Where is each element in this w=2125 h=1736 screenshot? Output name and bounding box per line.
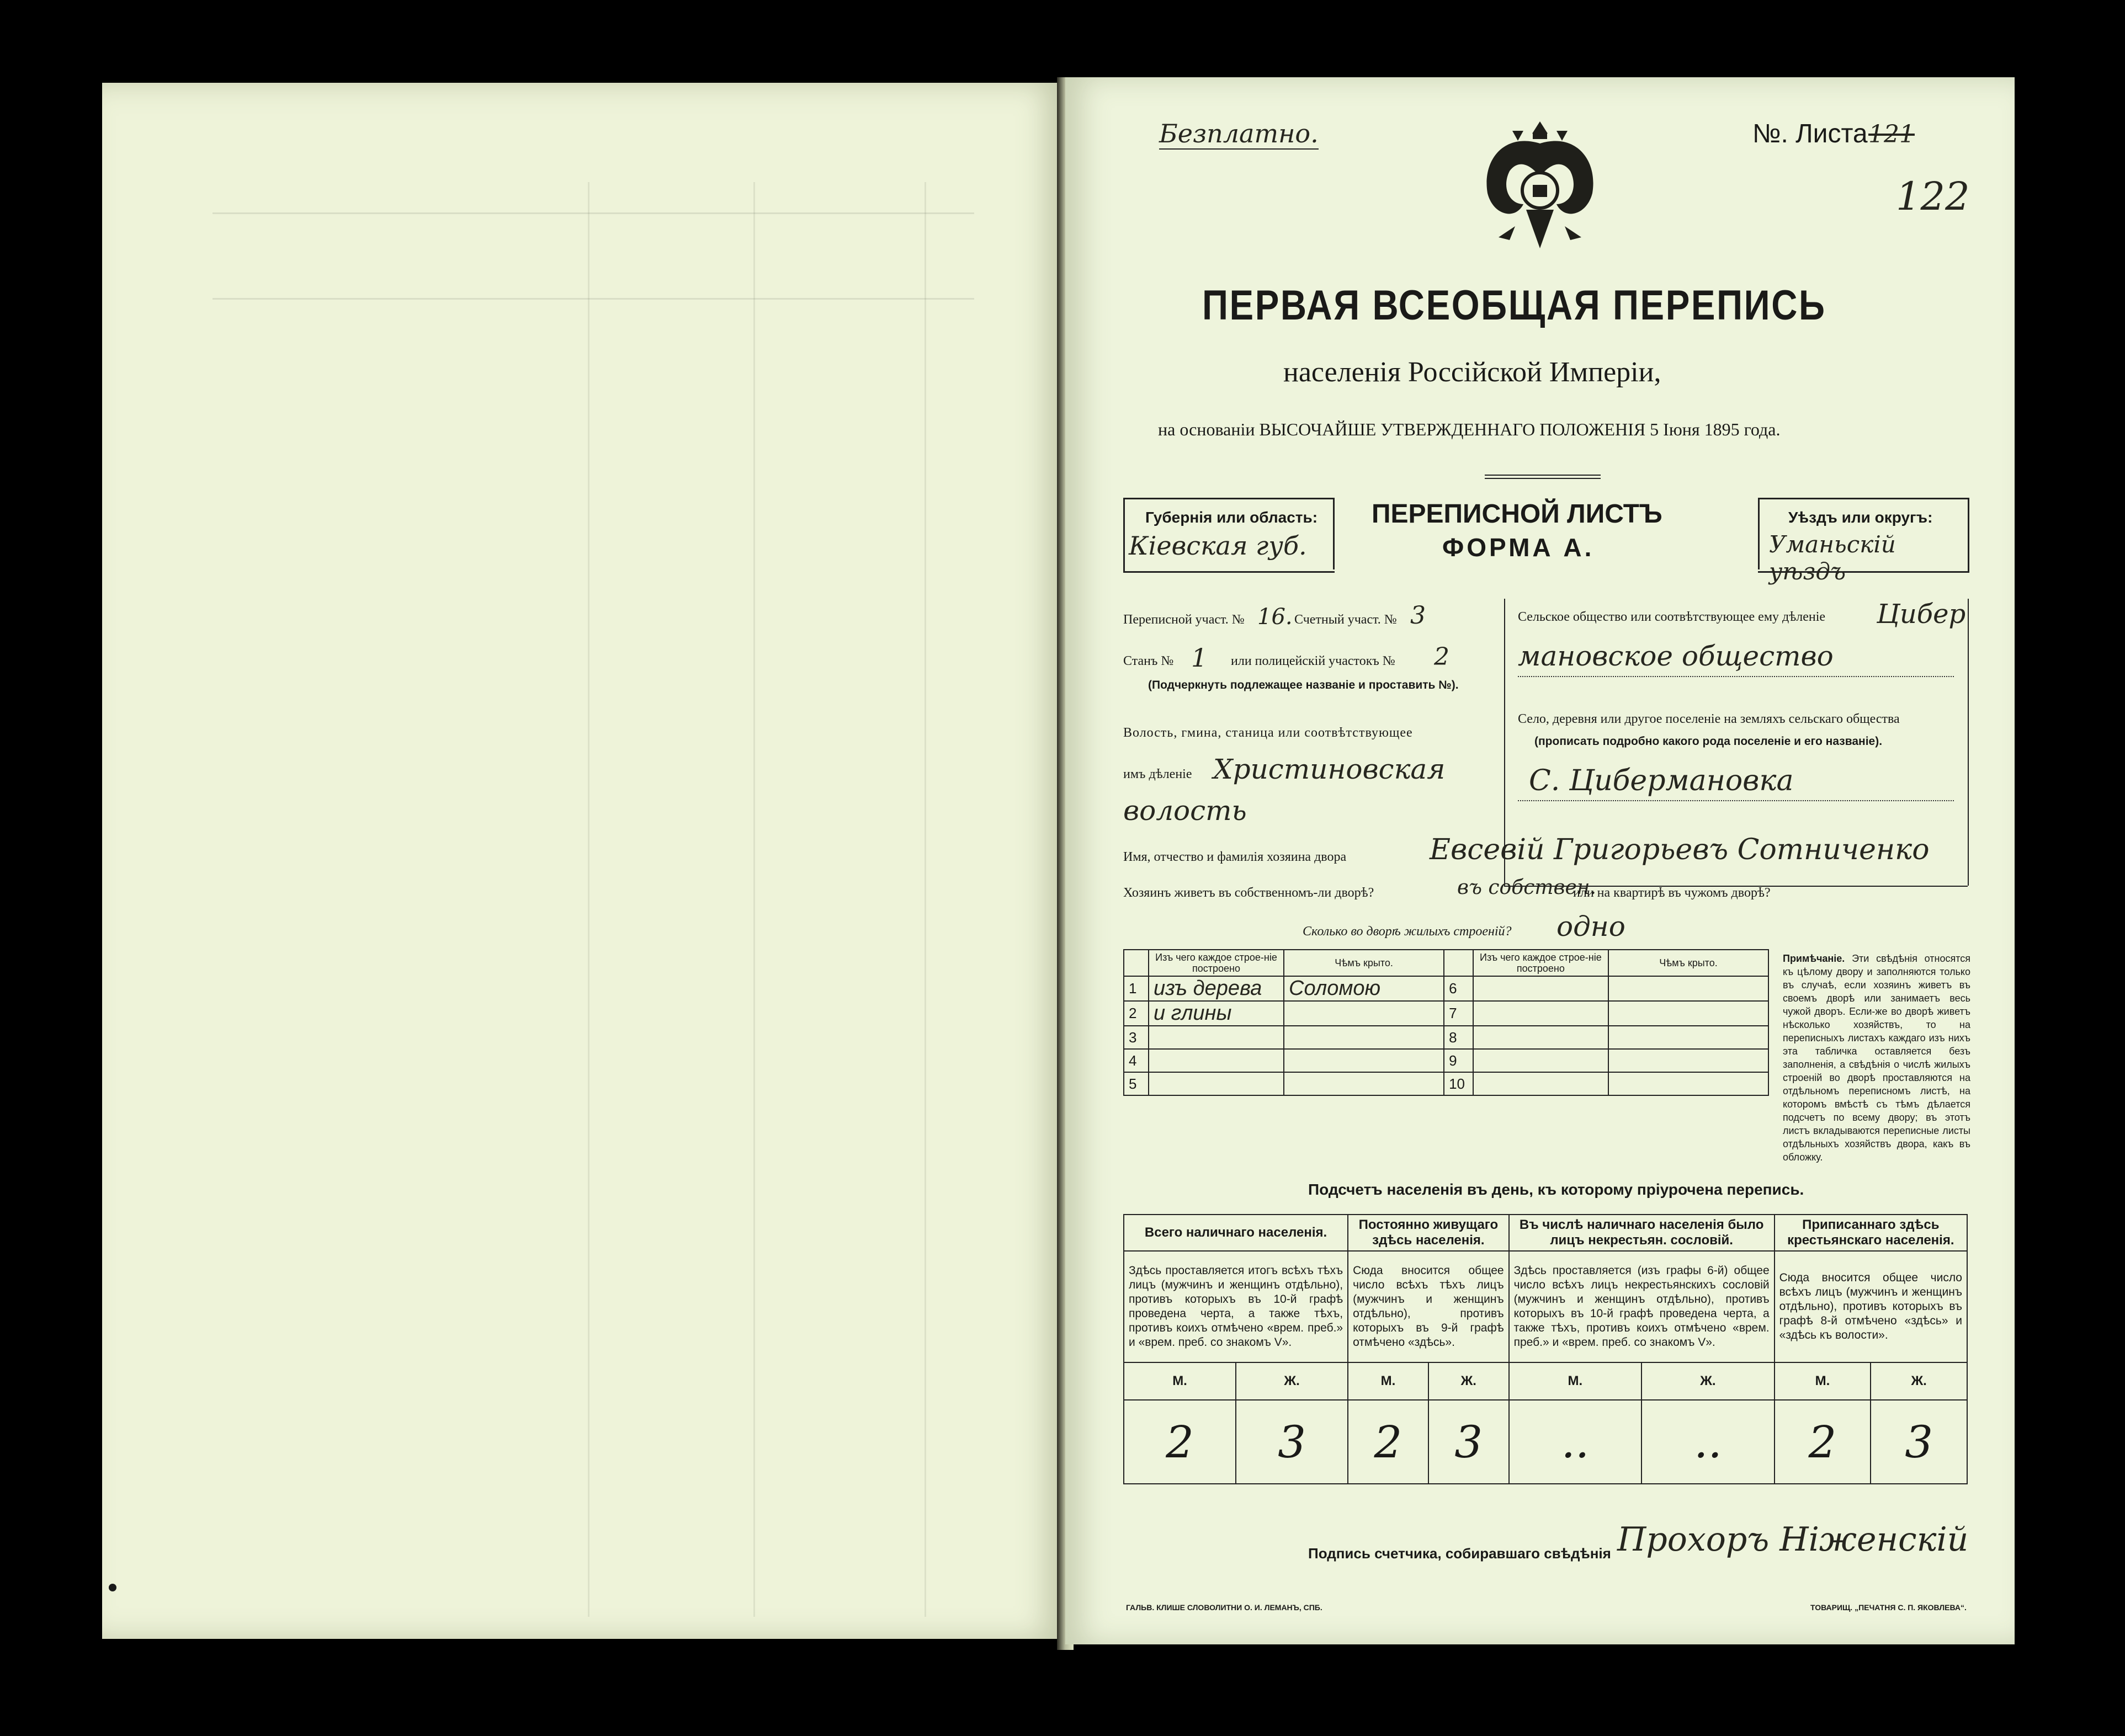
settlement-label: Село, деревня или другое поселеніе на земляхъ сельскаго общества — [1518, 712, 1900, 726]
census-area-value: 16. — [1257, 604, 1293, 630]
col-permanent: Постоянно живущаго здѣсь населенія. — [1348, 1215, 1509, 1251]
volost-label: Волость, гмина, станица или соотвѣтствующее — [1123, 726, 1413, 740]
uezd-value: Уманьскій уѣздъ — [1769, 531, 1896, 585]
census-heading: Подсчетъ населенія въ день, къ которому пріурочена перепись. — [1308, 1181, 1804, 1198]
police-value: 2 — [1434, 643, 1449, 671]
uezd-label: Уѣздъ или округъ: — [1788, 509, 1933, 526]
form-name: ФОРМА А. — [1442, 533, 1595, 562]
census-area-label: Переписной участ. № — [1123, 613, 1245, 627]
ink-dot — [109, 1584, 116, 1591]
residence-label-2: или на квартирѣ въ чужомъ дворѣ? — [1573, 886, 1771, 900]
settlement-value: С. Цибермановка — [1529, 764, 1794, 797]
left-imprint: ГАЛЬВ. КЛИШЕ СЛОВОЛИТНИ О. И. ЛЕМАНЪ, СПБ. — [1126, 1603, 1322, 1612]
stan-value: 1 — [1191, 643, 1208, 673]
registered-peasant-male: 2 — [1775, 1400, 1871, 1484]
col-material-left: Изъ чего каждое строе-ніе построено — [1149, 950, 1284, 976]
col-roof-left: Чѣмъ крыто. — [1284, 950, 1444, 976]
buildings-answer: одно — [1556, 910, 1625, 942]
right-imprint: ТОВАРИЩ. „ПЕЧАТНЯ С. П. ЯКОВЛЕВА“. — [1810, 1603, 1967, 1612]
registered-peasant-female: 3 — [1871, 1400, 1967, 1484]
underline-note: (Подчеркнуть подлежащее названіе и проставить №). — [1148, 679, 1459, 691]
signature-label: Подпись счетчика, собиравшаго свѣдѣнія — [1308, 1545, 1611, 1562]
total-present-male: 2 — [1124, 1400, 1236, 1484]
col-material-right: Изъ чего каждое строе-ніе построено — [1473, 950, 1608, 976]
population-count-table: Всего наличнаго населенія. Постоянно живущаго здѣсь населенія. Въ числѣ наличнаго населенія было лицъ некрестьян. сословій. Приписаннаго здѣсь крестьянскаго населенія. Здѣсь проставляется итогъ всѣхъ тѣхъ лицъ (мужчинъ и женщинъ отдѣльно), противъ которыхъ въ 10-й графѣ проведена черта, а также тѣхъ, противъ коихъ отмѣчено «врем. преб.» и «врем. преб. со знакомъ V». Сюда вносится общее число всѣхъ тѣхъ лицъ (мужчинъ и женщинъ отдѣльно), противъ которыхъ въ 9-й графѣ отмѣчено «здѣсь». Здѣсь проставляется (изъ графы 6-й) общее число всѣхъ лицъ некрестьянскихъ сословій (мужчинъ и женщинъ отдѣльно), противъ которыхъ въ 10-й графѣ проведена черта, а также тѣхъ, противъ коихъ отмѣчено «врем. преб.» и «врем. преб. со знакомъ V». Сюда вносится общее число всѣхъ лицъ (мужчинъ и женщинъ отдѣльно), противъ которыхъ въ графѣ 8-й отмѣчено «здѣсь» и «здѣсь къ волости». М. Ж. М. Ж. М. Ж. М. Ж. 2 3 2 3 .. .. 2 3 — [1123, 1214, 1968, 1484]
village-society-value-2: мановское общество — [1518, 640, 1834, 672]
enumerator-signature: Прохоръ Ніженскій — [1617, 1520, 1969, 1559]
sheet-number-crossed: 121 — [1868, 120, 1915, 148]
settlement-note: (прописать подробно какого рода поселеніе и его названіе). — [1534, 735, 1883, 748]
buildings-question: Сколько во дворѣ жилыхъ строеній? — [1303, 924, 1512, 939]
table-row: 5 10 — [1124, 1072, 1768, 1095]
census-form-page — [1065, 77, 2015, 1644]
volost-value-1: Христиновская — [1213, 753, 1446, 785]
count-area-value: 3 — [1410, 601, 1426, 630]
left-page-reverse — [102, 83, 1062, 1639]
page-subtitle: населенія Россійской Имперіи, — [1283, 356, 1661, 388]
double-headed-eagle-icon — [1471, 110, 1609, 259]
note-body: Эти свѣдѣнія относятся къ цѣлому двору и заполняются только въ случаѣ, если хозяинъ живетъ въ своемъ дворѣ или занимаетъ весь чужой дворъ. Если-же во дворѣ живетъ нѣсколько хозяйствъ, то на переписныхъ листахъ каждаго изъ нихъ эта табличка оставляется безъ заполненія, а свѣдѣнія о числѣ жилыхъ строеній во дворѣ проставляются на отдѣльномъ переписномъ листѣ, на которомъ вмѣстѣ съ тѣмъ дѣлается подсчетъ по всему двору; въ этотъ листъ вкладываются переписные листы отдѣльныхъ хозяйствъ двора, какъ въ обложку. — [1783, 953, 1970, 1163]
non-peasant-female: .. — [1641, 1400, 1775, 1484]
table-row: 1 изъ дерева Соломою 6 — [1124, 976, 1768, 1001]
sheet-number-label: №. Листа — [1752, 119, 1868, 148]
stan-label: Станъ № — [1123, 654, 1174, 668]
residence-value: въ собствен. — [1457, 876, 1596, 899]
non-peasant-male: .. — [1509, 1400, 1642, 1484]
ornament-divider — [1485, 475, 1601, 479]
col-roof-right: Чѣмъ крыто. — [1608, 950, 1768, 976]
free-label: Безплатно. — [1159, 119, 1319, 148]
residence-label: Хозяинъ живетъ въ собственномъ-ли дворѣ? — [1123, 886, 1374, 900]
note-text — [1783, 952, 1970, 1164]
total-present-female: 3 — [1236, 1400, 1348, 1484]
legal-basis: на основаніи ВЫСОЧАЙШЕ УТВЕРЖДЕННАГО ПОЛОЖЕНІЯ 5 Іюня 1895 года. — [1158, 419, 1781, 439]
table-row: 2 и глины 7 — [1124, 1001, 1768, 1026]
volost-label-2: имъ дѣленіе — [1123, 767, 1192, 781]
table-row: 4 9 — [1124, 1049, 1768, 1072]
permanent-male: 2 — [1348, 1400, 1428, 1484]
buildings-table — [1123, 949, 1769, 1096]
note-head: Примѣчаніе. — [1783, 953, 1845, 964]
permanent-female: 3 — [1428, 1400, 1509, 1484]
col-registered-peasant: Приписаннаго здѣсь крестьянскаго населенія. — [1775, 1215, 1967, 1251]
count-area-label: Счетный участ. № — [1294, 613, 1397, 627]
sheet-number-value: 122 — [1896, 174, 1970, 219]
guberniya-value: Кіевская губ. — [1129, 531, 1307, 561]
owner-name-value: Евсевій Григорьевъ Сотниченко — [1430, 833, 1930, 866]
village-society-label: Сельское общество или соотвѣтствующее ему дѣленіе — [1518, 610, 1826, 624]
village-society-value-1: Цибер — [1877, 599, 1966, 630]
col-total-present: Всего наличнаго населенія. — [1124, 1215, 1348, 1251]
table-row: 3 8 — [1124, 1026, 1768, 1049]
col-non-peasant: Въ числѣ наличнаго населенія было лицъ некрестьян. сословій. — [1509, 1215, 1775, 1251]
form-header-box — [1123, 498, 1968, 585]
owner-name-label: Имя, отчество и фамилія хозяина двора — [1123, 850, 1347, 864]
police-label: или полицейскій участокъ № — [1231, 654, 1395, 668]
sheet-title: ПЕРЕПИСНОЙ ЛИСТЪ — [1372, 499, 1662, 529]
guberniya-label: Губернія или область: — [1145, 509, 1318, 526]
volost-value-2: волость — [1123, 795, 1247, 827]
page-title: ПЕРВАЯ ВСЕОБЩАЯ ПЕРЕПИСЬ — [1202, 282, 1826, 329]
